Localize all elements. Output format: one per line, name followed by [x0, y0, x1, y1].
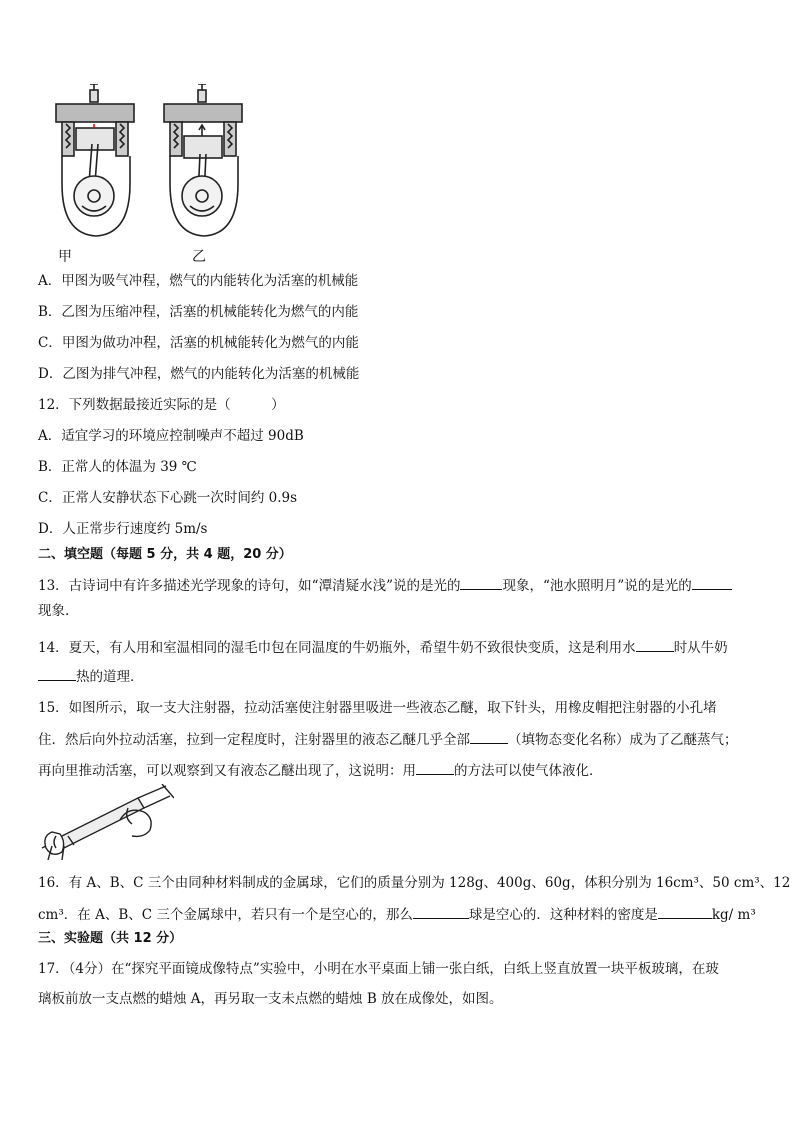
q13-text-a: 13．古诗词中有许多描述光学现象的诗句，如“潭清疑水浅”说的是光的 — [38, 578, 461, 594]
q15-blank-1[interactable] — [470, 729, 508, 744]
q16-text-a: cm³．在 A、B、C 三个金属球中，若只有一个是空心的，那么 — [38, 907, 413, 923]
q14-line-1 — [38, 637, 728, 657]
q15-text-a: 住．然后向外拉动活塞，拉到一定程度时，注射器里的液态乙醚几乎全部 — [38, 732, 470, 748]
q14-text-a: 14．夏天，有人用和室温相同的湿毛巾包在同温度的牛奶瓶外，希望牛奶不致很快变质，这是利用水 — [38, 640, 636, 656]
q11-option-d: D．乙图为排气冲程，燃气的内能转化为活塞的机械能 — [38, 366, 360, 382]
engine-diagram-jia — [52, 84, 138, 240]
syringe-figure — [38, 784, 174, 860]
q16-blank-2[interactable] — [658, 904, 712, 919]
q13-line-1 — [38, 575, 732, 595]
q14-blank-1[interactable] — [636, 637, 674, 652]
q14-text-b: 时从牛奶 — [673, 640, 728, 656]
q12-stem: 12．下列数据最接近实际的是（ ） — [38, 397, 285, 413]
engine-label-yi: 乙 — [192, 249, 206, 265]
q15-line-1: 15．如图所示，取一支大注射器，拉动活塞使注射器里吸进一些液态乙醚，取下针头，用橡皮帽把注射器的小孔堵 — [38, 700, 717, 716]
q16-blank-1[interactable] — [413, 904, 469, 919]
section-2-title: 二、填空题（每题 5 分，共 4 题，20 分） — [38, 547, 292, 562]
q15-line-3 — [38, 760, 603, 780]
q15-text-d: 的方法可以使气体液化． — [454, 763, 603, 779]
q11-option-b: B．乙图为压缩冲程，活塞的机械能转化为燃气的内能 — [38, 304, 359, 320]
q17-line-1: 17．（4分）在“探究平面镜成像特点”实验中，小明在水平桌面上铺一张白纸，白纸上竖直放置一块平板玻璃，在玻 — [38, 961, 719, 977]
q13-blank-1[interactable] — [460, 575, 502, 590]
q12-option-a: A．适宜学习的环境应控制噪声不超过 90dB — [38, 428, 304, 444]
q15-text-b: （填物态变化名称）成为了乙醚蒸气； — [508, 732, 738, 748]
q13-text-b: 现象，“池水照明月”说的是光的 — [502, 578, 692, 594]
section-3-title: 三、实验题（共 12 分） — [38, 931, 183, 946]
q16-line-1: 16．有 A、B、C 三个由同种材料制成的金属球，它们的质量分别为 128g、400g、60g，体积分别为 16cm³、50 cm³、12 — [38, 875, 791, 891]
q15-text-c: 再向里推动活塞，可以观察到又有液态乙醚出现了，这说明：用 — [38, 763, 416, 779]
q16-text-c: kg/ m³ — [711, 907, 756, 923]
q12-option-c: C．正常人安静状态下心跳一次时间约 0.9s — [38, 490, 298, 506]
q14-blank-2[interactable] — [38, 666, 76, 681]
q16-line-2 — [38, 904, 756, 924]
q17-line-2: 璃板前放一支点燃的蜡烛 A，再另取一支未点燃的蜡烛 B 放在成像处，如图。 — [38, 991, 503, 1007]
q12-option-b: B．正常人的体温为 39 ℃ — [38, 459, 197, 475]
q12-option-d: D．人正常步行速度约 5m/s — [38, 521, 208, 537]
q11-option-c: C．甲图为做功冲程，活塞的机械能转化为燃气的内能 — [38, 335, 359, 351]
q15-blank-2[interactable] — [416, 760, 454, 775]
q13-line-2: 现象. — [38, 603, 70, 619]
q14-line-2 — [38, 666, 144, 686]
q14-text-c: 热的道理． — [76, 669, 144, 685]
engine-label-jia: 甲 — [58, 249, 72, 265]
q11-option-a: A．甲图为吸气冲程，燃气的内能转化为活塞的机械能 — [38, 273, 359, 289]
engine-diagram-yi — [160, 84, 246, 240]
q16-text-b: 球是空心的．这种材料的密度是 — [468, 907, 658, 923]
q13-blank-2[interactable] — [692, 575, 732, 590]
q15-line-2 — [38, 729, 738, 749]
